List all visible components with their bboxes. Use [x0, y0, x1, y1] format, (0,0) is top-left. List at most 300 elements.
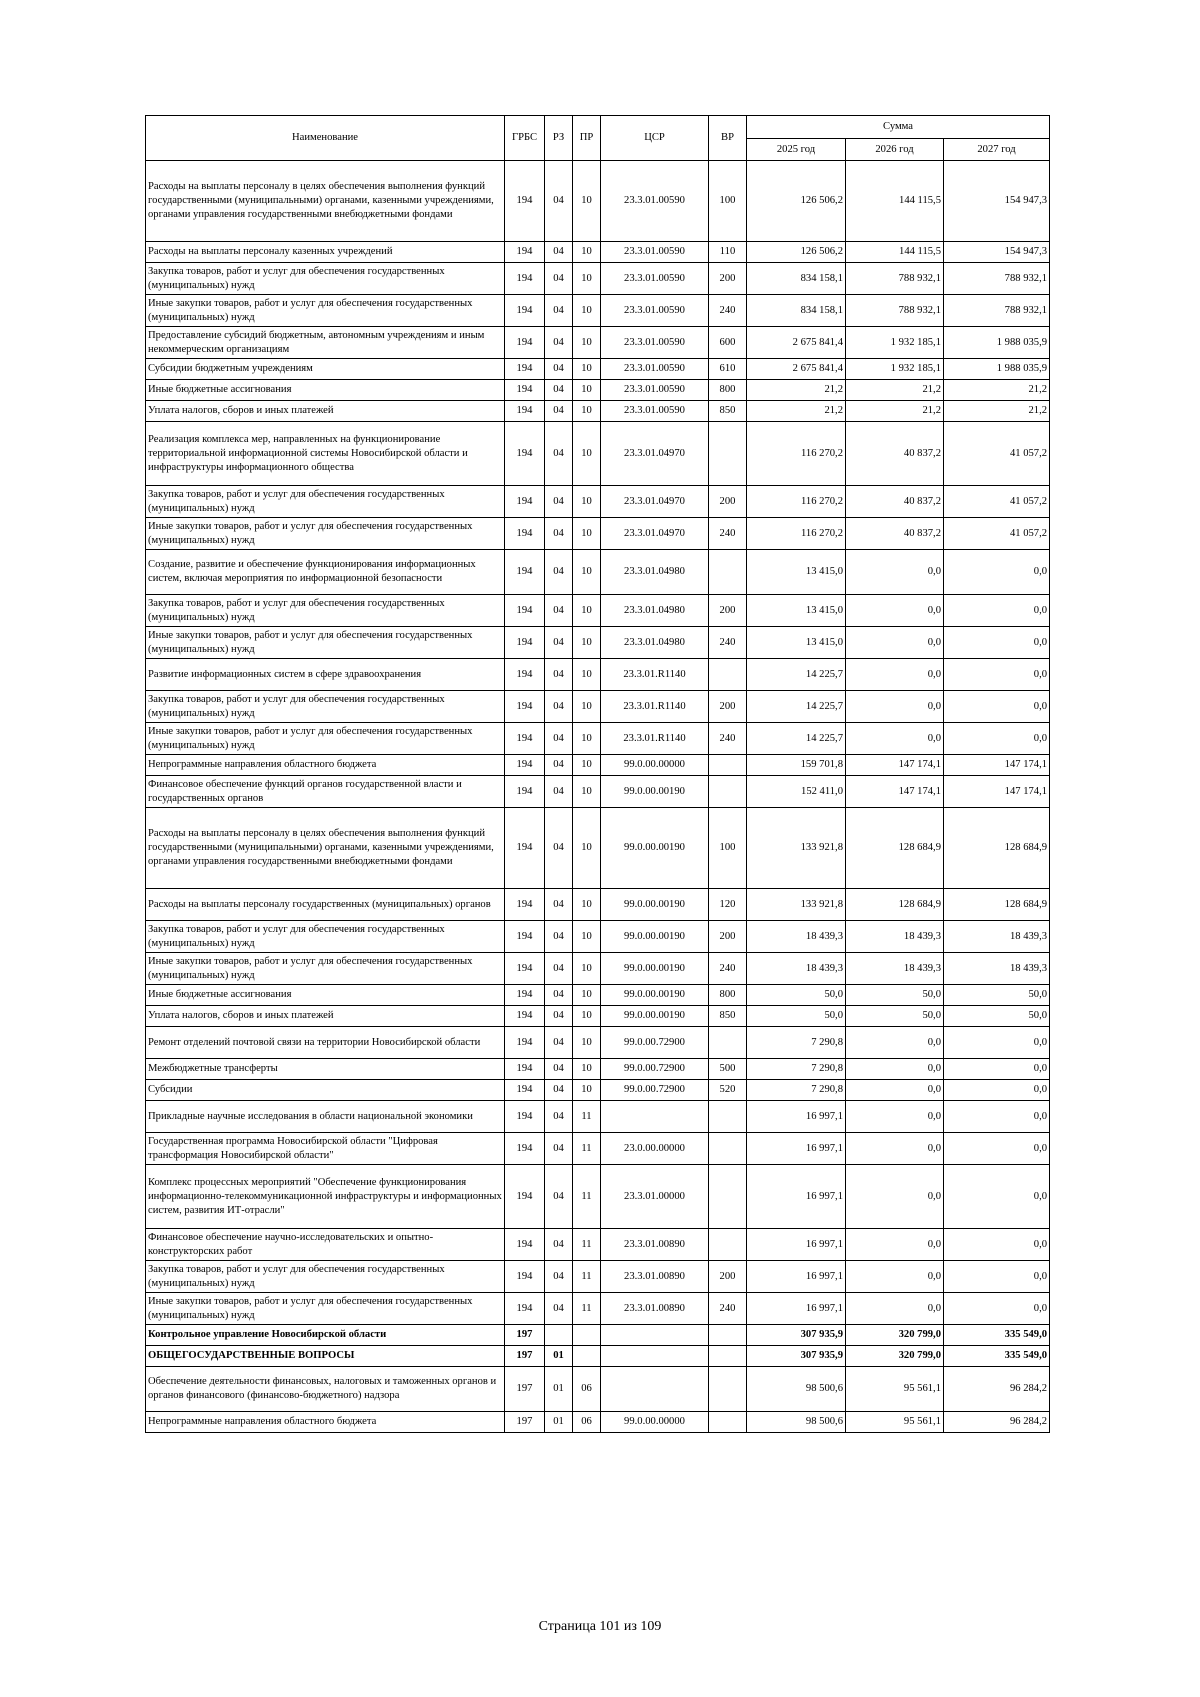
row-grbs: 194: [505, 263, 545, 295]
row-amount-2027: 21,2: [944, 401, 1050, 422]
row-name: Иные закупки товаров, работ и услуг для обеспечения государственных (муниципальных) нужд: [146, 953, 505, 985]
row-amount-2026: 0,0: [846, 1027, 944, 1059]
row-name: Иные бюджетные ассигнования: [146, 380, 505, 401]
row-name: Закупка товаров, работ и услуг для обеспечения государственных (муниципальных) нужд: [146, 691, 505, 723]
row-amount-2026: 18 439,3: [846, 921, 944, 953]
row-amount-2025: 116 270,2: [747, 518, 846, 550]
row-grbs: 194: [505, 776, 545, 808]
row-rz: 04: [545, 327, 573, 359]
header-year-2027: 2027 год: [944, 139, 1050, 161]
row-pr: 10: [573, 295, 601, 327]
row-amount-2026: 147 174,1: [846, 776, 944, 808]
row-pr: 10: [573, 401, 601, 422]
header-year-2025: 2025 год: [747, 139, 846, 161]
row-amount-2025: 2 675 841,4: [747, 327, 846, 359]
row-amount-2027: 128 684,9: [944, 889, 1050, 921]
row-grbs: 197: [505, 1325, 545, 1346]
row-pr: 10: [573, 755, 601, 776]
row-amount-2025: 307 935,9: [747, 1325, 846, 1346]
table-row: [146, 659, 1050, 691]
row-csr: 23.3.01.00590: [601, 295, 709, 327]
row-amount-2025: 21,2: [747, 401, 846, 422]
row-rz: 04: [545, 518, 573, 550]
row-name: Субсидии: [146, 1080, 505, 1101]
row-vr: 240: [709, 953, 747, 985]
row-grbs: 194: [505, 161, 545, 242]
table-row: [146, 1346, 1050, 1367]
row-amount-2026: 128 684,9: [846, 889, 944, 921]
row-vr: 240: [709, 723, 747, 755]
row-grbs: 194: [505, 1229, 545, 1261]
row-amount-2025: 116 270,2: [747, 422, 846, 486]
table-row: [146, 1325, 1050, 1346]
row-rz: 04: [545, 1165, 573, 1229]
row-rz: 01: [545, 1346, 573, 1367]
row-amount-2026: 0,0: [846, 1165, 944, 1229]
row-amount-2027: 21,2: [944, 380, 1050, 401]
row-vr: 610: [709, 359, 747, 380]
row-amount-2026: 0,0: [846, 659, 944, 691]
row-pr: 11: [573, 1165, 601, 1229]
row-amount-2026: 320 799,0: [846, 1325, 944, 1346]
row-csr: 99.0.00.00190: [601, 889, 709, 921]
row-pr: 10: [573, 242, 601, 263]
row-pr: 10: [573, 550, 601, 595]
row-amount-2027: 154 947,3: [944, 161, 1050, 242]
row-rz: 04: [545, 627, 573, 659]
row-name: Прикладные научные исследования в области национальной экономики: [146, 1101, 505, 1133]
row-grbs: 194: [505, 808, 545, 889]
row-rz: 01: [545, 1367, 573, 1412]
row-amount-2026: 1 932 185,1: [846, 359, 944, 380]
table-row: [146, 401, 1050, 422]
row-amount-2027: 0,0: [944, 1165, 1050, 1229]
row-name: Финансовое обеспечение функций органов государственной власти и государственных органов: [146, 776, 505, 808]
row-grbs: 194: [505, 659, 545, 691]
table-row: [146, 380, 1050, 401]
row-grbs: 194: [505, 921, 545, 953]
row-amount-2027: 0,0: [944, 1133, 1050, 1165]
row-vr: [709, 659, 747, 691]
header-sum: Сумма: [747, 116, 1050, 139]
row-grbs: 194: [505, 953, 545, 985]
row-csr: 99.0.00.72900: [601, 1080, 709, 1101]
row-grbs: 194: [505, 518, 545, 550]
row-rz: 04: [545, 808, 573, 889]
row-amount-2027: 0,0: [944, 691, 1050, 723]
row-vr: [709, 1101, 747, 1133]
row-csr: 23.3.01.04970: [601, 422, 709, 486]
row-amount-2026: 144 115,5: [846, 161, 944, 242]
row-rz: 04: [545, 953, 573, 985]
row-name: Непрограммные направления областного бюджета: [146, 755, 505, 776]
row-csr: 23.3.01.00890: [601, 1229, 709, 1261]
row-amount-2027: 0,0: [944, 1229, 1050, 1261]
row-name: Закупка товаров, работ и услуг для обеспечения государственных (муниципальных) нужд: [146, 263, 505, 295]
row-csr: 99.0.00.00190: [601, 808, 709, 889]
row-pr: 10: [573, 627, 601, 659]
table-row: [146, 1367, 1050, 1412]
row-name: Закупка товаров, работ и услуг для обеспечения государственных (муниципальных) нужд: [146, 595, 505, 627]
row-grbs: 194: [505, 486, 545, 518]
row-vr: [709, 1165, 747, 1229]
row-amount-2025: 50,0: [747, 1006, 846, 1027]
row-amount-2027: 0,0: [944, 627, 1050, 659]
header-grbs: ГРБС: [505, 116, 545, 161]
row-name: Иные закупки товаров, работ и услуг для обеспечения государственных (муниципальных) нужд: [146, 1293, 505, 1325]
row-amount-2025: 98 500,6: [747, 1412, 846, 1433]
row-csr: 23.3.01.00890: [601, 1293, 709, 1325]
table-row: [146, 595, 1050, 627]
row-amount-2026: 95 561,1: [846, 1367, 944, 1412]
row-amount-2026: 320 799,0: [846, 1346, 944, 1367]
row-rz: 04: [545, 1101, 573, 1133]
row-name: Иные закупки товаров, работ и услуг для обеспечения государственных (муниципальных) нужд: [146, 518, 505, 550]
row-csr: 23.3.01.00590: [601, 401, 709, 422]
row-rz: 04: [545, 1006, 573, 1027]
table-row: [146, 889, 1050, 921]
row-vr: 520: [709, 1080, 747, 1101]
row-csr: 23.0.00.00000: [601, 1133, 709, 1165]
row-pr: 10: [573, 921, 601, 953]
row-grbs: 194: [505, 401, 545, 422]
table-body: [146, 161, 1050, 1433]
row-csr: 99.0.00.00190: [601, 985, 709, 1006]
table-row: [146, 953, 1050, 985]
row-csr: 99.0.00.00190: [601, 776, 709, 808]
row-pr: 10: [573, 808, 601, 889]
row-csr: 99.0.00.00190: [601, 921, 709, 953]
row-csr: 23.3.01.00590: [601, 327, 709, 359]
row-rz: 04: [545, 1059, 573, 1080]
row-amount-2027: 18 439,3: [944, 921, 1050, 953]
row-pr: [573, 1346, 601, 1367]
row-amount-2027: 788 932,1: [944, 295, 1050, 327]
row-amount-2026: 0,0: [846, 723, 944, 755]
row-pr: 10: [573, 953, 601, 985]
row-rz: 04: [545, 921, 573, 953]
row-grbs: 197: [505, 1412, 545, 1433]
row-amount-2027: 0,0: [944, 1059, 1050, 1080]
row-vr: 240: [709, 295, 747, 327]
table-row: [146, 1059, 1050, 1080]
table-row: [146, 1006, 1050, 1027]
row-amount-2025: 13 415,0: [747, 595, 846, 627]
row-csr: 99.0.00.00000: [601, 1412, 709, 1433]
row-amount-2026: 0,0: [846, 1080, 944, 1101]
row-amount-2025: 13 415,0: [747, 627, 846, 659]
row-pr: 10: [573, 1006, 601, 1027]
row-csr: 23.3.01.00590: [601, 161, 709, 242]
row-pr: 11: [573, 1261, 601, 1293]
row-pr: 10: [573, 723, 601, 755]
table-row: [146, 776, 1050, 808]
row-amount-2027: 96 284,2: [944, 1412, 1050, 1433]
row-amount-2026: 144 115,5: [846, 242, 944, 263]
row-vr: 850: [709, 401, 747, 422]
row-amount-2027: 41 057,2: [944, 422, 1050, 486]
row-amount-2026: 147 174,1: [846, 755, 944, 776]
row-amount-2027: 18 439,3: [944, 953, 1050, 985]
row-rz: 04: [545, 242, 573, 263]
row-amount-2025: 14 225,7: [747, 691, 846, 723]
row-grbs: 194: [505, 691, 545, 723]
row-rz: 04: [545, 1027, 573, 1059]
row-amount-2027: 147 174,1: [944, 776, 1050, 808]
row-vr: 200: [709, 595, 747, 627]
row-amount-2027: 1 988 035,9: [944, 327, 1050, 359]
table-row: [146, 1293, 1050, 1325]
row-pr: 10: [573, 659, 601, 691]
row-pr: 10: [573, 422, 601, 486]
row-grbs: 194: [505, 1261, 545, 1293]
row-pr: 10: [573, 161, 601, 242]
row-amount-2027: 0,0: [944, 595, 1050, 627]
row-name: Субсидии бюджетным учреждениям: [146, 359, 505, 380]
row-pr: 10: [573, 595, 601, 627]
row-amount-2025: 2 675 841,4: [747, 359, 846, 380]
row-amount-2025: 126 506,2: [747, 242, 846, 263]
row-vr: 120: [709, 889, 747, 921]
row-rz: 04: [545, 1080, 573, 1101]
row-vr: 240: [709, 1293, 747, 1325]
table-row: [146, 1229, 1050, 1261]
row-vr: [709, 1325, 747, 1346]
row-amount-2025: 16 997,1: [747, 1133, 846, 1165]
row-name: Уплата налогов, сборов и иных платежей: [146, 1006, 505, 1027]
table-row: [146, 1080, 1050, 1101]
row-vr: 800: [709, 985, 747, 1006]
row-amount-2025: 21,2: [747, 380, 846, 401]
row-grbs: 194: [505, 295, 545, 327]
row-amount-2026: 0,0: [846, 550, 944, 595]
row-rz: 04: [545, 1229, 573, 1261]
row-vr: 110: [709, 242, 747, 263]
row-amount-2027: 335 549,0: [944, 1325, 1050, 1346]
table-row: [146, 161, 1050, 242]
row-vr: [709, 776, 747, 808]
row-rz: 04: [545, 1261, 573, 1293]
row-csr: 99.0.00.72900: [601, 1059, 709, 1080]
row-amount-2026: 21,2: [846, 401, 944, 422]
row-vr: 200: [709, 1261, 747, 1293]
row-rz: 04: [545, 359, 573, 380]
header-rz: РЗ: [545, 116, 573, 161]
row-pr: 11: [573, 1229, 601, 1261]
row-vr: [709, 1229, 747, 1261]
row-amount-2026: 788 932,1: [846, 295, 944, 327]
row-vr: 100: [709, 161, 747, 242]
row-name: Закупка товаров, работ и услуг для обеспечения государственных (муниципальных) нужд: [146, 486, 505, 518]
table-row: [146, 808, 1050, 889]
row-amount-2025: 16 997,1: [747, 1261, 846, 1293]
table-row: [146, 1261, 1050, 1293]
table-row: [146, 327, 1050, 359]
table-row: [146, 691, 1050, 723]
row-amount-2025: 16 997,1: [747, 1229, 846, 1261]
row-amount-2026: 0,0: [846, 595, 944, 627]
row-rz: 04: [545, 161, 573, 242]
row-csr: [601, 1101, 709, 1133]
table-row: [146, 242, 1050, 263]
row-amount-2025: 133 921,8: [747, 808, 846, 889]
row-amount-2025: 16 997,1: [747, 1101, 846, 1133]
row-amount-2026: 50,0: [846, 1006, 944, 1027]
row-pr: 06: [573, 1412, 601, 1433]
page-number: Страница 101 из 109: [538, 1619, 662, 1634]
table-row: [146, 755, 1050, 776]
row-grbs: 194: [505, 595, 545, 627]
row-name: Государственная программа Новосибирской области "Цифровая трансформация Новосибирской области": [146, 1133, 505, 1165]
row-csr: [601, 1367, 709, 1412]
header-csr: ЦСР: [601, 116, 709, 161]
row-rz: 04: [545, 550, 573, 595]
header-year-2026: 2026 год: [846, 139, 944, 161]
row-name: Иные бюджетные ассигнования: [146, 985, 505, 1006]
row-pr: 10: [573, 359, 601, 380]
row-amount-2025: 126 506,2: [747, 161, 846, 242]
row-vr: [709, 550, 747, 595]
row-vr: [709, 1412, 747, 1433]
row-grbs: 194: [505, 1101, 545, 1133]
row-name: Иные закупки товаров, работ и услуг для обеспечения государственных (муниципальных) нужд: [146, 627, 505, 659]
row-amount-2025: 7 290,8: [747, 1080, 846, 1101]
row-amount-2026: 0,0: [846, 1293, 944, 1325]
row-pr: 11: [573, 1101, 601, 1133]
row-amount-2025: 7 290,8: [747, 1027, 846, 1059]
row-name: Контрольное управление Новосибирской области: [146, 1325, 505, 1346]
table-row: [146, 1027, 1050, 1059]
row-csr: 23.3.01.00590: [601, 380, 709, 401]
row-amount-2027: 0,0: [944, 659, 1050, 691]
row-name: Закупка товаров, работ и услуг для обеспечения государственных (муниципальных) нужд: [146, 1261, 505, 1293]
row-amount-2026: 1 932 185,1: [846, 327, 944, 359]
row-name: ОБЩЕГОСУДАРСТВЕННЫЕ ВОПРОСЫ: [146, 1346, 505, 1367]
row-grbs: 194: [505, 327, 545, 359]
row-vr: 240: [709, 518, 747, 550]
row-rz: 04: [545, 380, 573, 401]
table-row: [146, 985, 1050, 1006]
row-rz: 04: [545, 659, 573, 691]
row-name: Расходы на выплаты персоналу казенных учреждений: [146, 242, 505, 263]
row-csr: 99.0.00.00190: [601, 1006, 709, 1027]
table-row: [146, 359, 1050, 380]
header-pr: ПР: [573, 116, 601, 161]
row-name: Комплекс процессных мероприятий "Обеспечение функционирования информационно-телекоммуникационной инфраструктуры и информационных систем, развития ИТ-отрасли": [146, 1165, 505, 1229]
row-pr: 10: [573, 1080, 601, 1101]
row-rz: 04: [545, 401, 573, 422]
table-row: [146, 422, 1050, 486]
row-amount-2027: 0,0: [944, 1027, 1050, 1059]
row-csr: [601, 1346, 709, 1367]
row-amount-2026: 0,0: [846, 691, 944, 723]
row-vr: 500: [709, 1059, 747, 1080]
row-grbs: 194: [505, 1293, 545, 1325]
row-vr: [709, 1367, 747, 1412]
row-name: Развитие информационных систем в сфере здравоохранения: [146, 659, 505, 691]
row-vr: [709, 1346, 747, 1367]
row-amount-2025: 50,0: [747, 985, 846, 1006]
row-amount-2025: 18 439,3: [747, 921, 846, 953]
row-rz: [545, 1325, 573, 1346]
table-row: [146, 921, 1050, 953]
row-name: Расходы на выплаты персоналу в целях обеспечения выполнения функций государственными (муниципальными) органами, казенными учреждениями, органами управления государственными внебюджетными фондами: [146, 808, 505, 889]
row-grbs: 194: [505, 422, 545, 486]
row-amount-2025: 116 270,2: [747, 486, 846, 518]
row-amount-2025: 98 500,6: [747, 1367, 846, 1412]
row-amount-2027: 0,0: [944, 550, 1050, 595]
row-amount-2025: 307 935,9: [747, 1346, 846, 1367]
row-vr: 200: [709, 921, 747, 953]
row-name: Предоставление субсидий бюджетным, автономным учреждениям и иным некоммерческим организациям: [146, 327, 505, 359]
row-csr: 23.3.01.R1140: [601, 691, 709, 723]
row-amount-2026: 0,0: [846, 1229, 944, 1261]
row-name: Финансовое обеспечение научно-исследовательских и опытно-конструкторских работ: [146, 1229, 505, 1261]
row-name: Уплата налогов, сборов и иных платежей: [146, 401, 505, 422]
row-grbs: 194: [505, 1133, 545, 1165]
row-pr: 10: [573, 691, 601, 723]
row-csr: 23.3.01.04980: [601, 627, 709, 659]
row-amount-2025: 18 439,3: [747, 953, 846, 985]
row-csr: 23.3.01.00000: [601, 1165, 709, 1229]
row-grbs: 194: [505, 723, 545, 755]
row-amount-2027: 0,0: [944, 1101, 1050, 1133]
row-amount-2026: 18 439,3: [846, 953, 944, 985]
row-amount-2025: 16 997,1: [747, 1165, 846, 1229]
row-rz: 04: [545, 1133, 573, 1165]
table-row: [146, 1101, 1050, 1133]
row-amount-2027: 335 549,0: [944, 1346, 1050, 1367]
row-amount-2025: 7 290,8: [747, 1059, 846, 1080]
row-grbs: 197: [505, 1346, 545, 1367]
row-amount-2026: 0,0: [846, 1133, 944, 1165]
row-csr: 99.0.00.72900: [601, 1027, 709, 1059]
row-amount-2027: 0,0: [944, 723, 1050, 755]
row-vr: 200: [709, 263, 747, 295]
row-grbs: 194: [505, 1059, 545, 1080]
row-csr: 23.3.01.04970: [601, 518, 709, 550]
table-row: [146, 263, 1050, 295]
row-csr: 99.0.00.00000: [601, 755, 709, 776]
row-vr: 240: [709, 627, 747, 659]
row-csr: [601, 1325, 709, 1346]
row-vr: [709, 422, 747, 486]
row-amount-2025: 834 158,1: [747, 263, 846, 295]
row-amount-2026: 0,0: [846, 1059, 944, 1080]
row-amount-2027: 50,0: [944, 1006, 1050, 1027]
row-csr: 23.3.01.R1140: [601, 723, 709, 755]
row-pr: 10: [573, 985, 601, 1006]
row-pr: 11: [573, 1293, 601, 1325]
row-csr: 23.3.01.R1140: [601, 659, 709, 691]
row-vr: [709, 1133, 747, 1165]
row-pr: 10: [573, 1027, 601, 1059]
row-amount-2026: 40 837,2: [846, 422, 944, 486]
row-pr: 10: [573, 889, 601, 921]
table-row: [146, 1412, 1050, 1433]
row-pr: [573, 1325, 601, 1346]
row-amount-2026: 0,0: [846, 1261, 944, 1293]
row-amount-2027: 41 057,2: [944, 518, 1050, 550]
row-rz: 04: [545, 776, 573, 808]
row-name: Расходы на выплаты персоналу в целях обеспечения выполнения функций государственными (муниципальными) органами, казенными учреждениями, органами управления государственными внебюджетными фондами: [146, 161, 505, 242]
budget-table: [145, 115, 1050, 1433]
row-csr: 23.3.01.04970: [601, 486, 709, 518]
row-amount-2025: 16 997,1: [747, 1293, 846, 1325]
row-amount-2026: 788 932,1: [846, 263, 944, 295]
row-amount-2026: 40 837,2: [846, 486, 944, 518]
row-vr: 850: [709, 1006, 747, 1027]
